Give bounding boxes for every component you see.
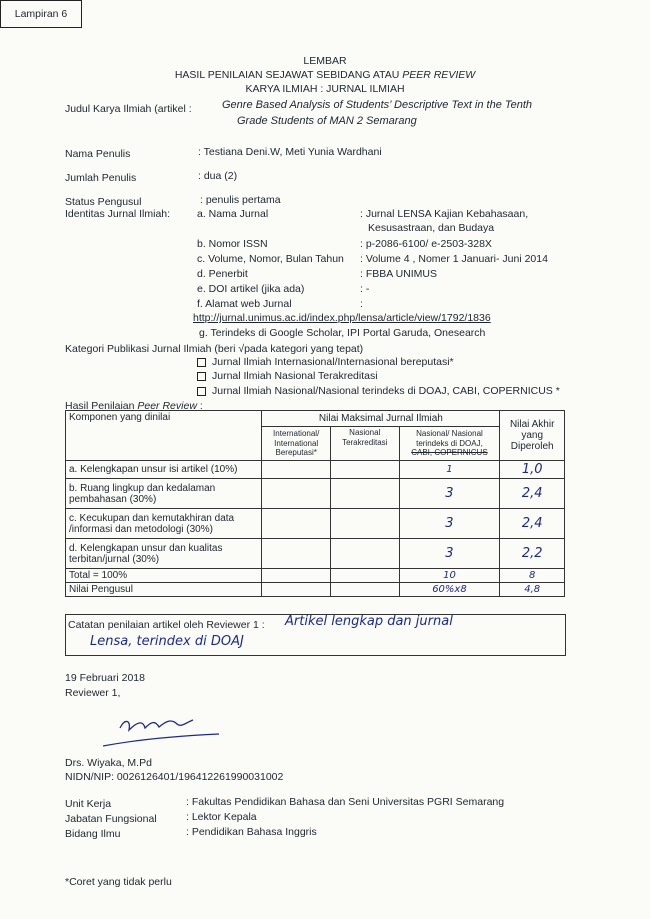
- identitas-c-value: : Volume 4 , Nomer 1 Januari- Juni 2014: [360, 253, 548, 265]
- hasil-label: Hasil Penilaian Peer Review :: [65, 400, 203, 412]
- bidang-ilmu-label: Bidang Ilmu: [65, 828, 121, 840]
- kategori-option-3[interactable]: Jurnal Ilmiah Nasional/Nasional terindeks di DOAJ, CABI, COPERNICUS *: [197, 385, 560, 397]
- status-label: Status Pengusul: [65, 196, 142, 208]
- identitas-b-key: b. Nomor ISSN: [197, 238, 268, 250]
- reviewer-name: Drs. Wiyaka, M.Pd: [65, 757, 152, 769]
- row-c-akhir: 2,4: [500, 509, 565, 539]
- jumlah-penulis-value: : dua (2): [198, 170, 238, 182]
- nama-penulis-label: Nama Penulis: [65, 148, 131, 160]
- kategori-label: Kategori Publikasi Jurnal Ilmiah (beri √pada kategori yang tepat): [65, 343, 364, 355]
- row-a-akhir: 1,0: [500, 461, 565, 479]
- row-d-akhir: 2,2: [500, 539, 565, 569]
- checkbox-icon: [197, 372, 206, 381]
- jumlah-penulis-label: Jumlah Penulis: [65, 172, 137, 184]
- col-komponen: Komponen yang dinilai: [66, 411, 262, 461]
- identitas-f-key: f. Alamat web Jurnal: [197, 298, 292, 310]
- catatan-handwriting-2: Lensa, terindex di DOAJ: [90, 634, 244, 649]
- sub-nasional: Nasional Terakreditasi: [330, 427, 399, 461]
- lampiran-label: Lampiran 6: [14, 8, 68, 20]
- total-max: 10: [399, 569, 500, 583]
- reviewer-nidn: NIDN/NIP: 0026126401/196412261990031002: [65, 771, 284, 783]
- sub-terindeks: Nasional/ Nasional terindeks di DOAJ, CABI, COPERNICUS: [399, 427, 500, 461]
- reviewer-title: Reviewer 1,: [65, 687, 121, 699]
- row-a-max: 1: [399, 461, 500, 479]
- row-d-max: 3: [399, 539, 500, 569]
- jabatan-value: : Lektor Kepala: [186, 811, 257, 823]
- table-row: [66, 509, 565, 539]
- header-line3: KARYA ILMIAH : JURNAL ILMIAH: [245, 83, 405, 95]
- judul-label: Judul Karya Ilmiah (artikel :: [65, 103, 192, 115]
- header-line1: LEMBAR: [303, 55, 347, 67]
- pengusul-label: Nilai Pengusul: [66, 583, 262, 597]
- identitas-g-terindeks: g. Terindeks di Google Scholar, IPI Portal Garuda, Onesearch: [199, 327, 486, 339]
- status-value: : penulis pertama: [200, 194, 281, 206]
- footnote: *Coret yang tidak perlu: [65, 876, 172, 888]
- table-row: [66, 461, 565, 479]
- header-line2: HASIL PENILAIAN SEJAWAT SEBIDANG ATAU PEER REVIEW: [174, 69, 476, 81]
- row-b-akhir: 2,4: [500, 479, 565, 509]
- review-date: 19 Februari 2018: [65, 672, 145, 684]
- judul-line2: Grade Students of MAN 2 Semarang: [237, 115, 417, 127]
- table-row: [66, 539, 565, 569]
- identitas-d-key: d. Penerbit: [197, 268, 248, 280]
- lampiran-box: [0, 0, 82, 28]
- kategori-option-2[interactable]: Jurnal Ilmiah Nasional Terakreditasi: [197, 370, 378, 382]
- total-akhir: 8: [500, 569, 565, 583]
- table-row-pengusul: [66, 583, 565, 597]
- identitas-a-value2: Kesusastraan, dan Budaya: [368, 222, 495, 234]
- pengusul-max: 60%x8: [399, 583, 500, 597]
- table-row-total: [66, 569, 565, 583]
- pengusul-akhir: 4,8: [500, 583, 565, 597]
- row-b-max: 3: [399, 479, 500, 509]
- judul-line1: Genre Based Analysis of Students’ Descriptive Text in the Tenth: [222, 99, 533, 111]
- identitas-e-key: e. DOI artikel (jika ada): [197, 283, 305, 295]
- unit-kerja-label: Unit Kerja: [65, 798, 112, 810]
- identitas-a-key: a. Nama Jurnal: [197, 208, 269, 220]
- identitas-label: Identitas Jurnal Ilmiah:: [65, 208, 171, 220]
- kategori-option-1[interactable]: Jurnal Ilmiah Internasional/Internasional bereputasi*: [197, 356, 454, 368]
- identitas-c-key: c. Volume, Nomor, Bulan Tahun: [197, 253, 344, 265]
- row-d-label: d. Kelengkapan unsur dan kualitas terbitan/jurnal (30%): [66, 539, 262, 569]
- identitas-a-value: : Jurnal LENSA Kajian Kebahasaan,: [360, 208, 529, 220]
- penilaian-table: [65, 410, 565, 597]
- jurnal-url-link[interactable]: http://jurnal.unimus.ac.id/index.php/lensa/article/view/1792/1836: [193, 312, 491, 324]
- identitas-d-value: : FBBA UNIMUS: [360, 268, 438, 280]
- identitas-e-value: : -: [360, 283, 370, 295]
- checkbox-icon: [197, 387, 206, 396]
- jabatan-label: Jabatan Fungsional: [65, 813, 157, 825]
- row-b-label: b. Ruang lingkup dan kedalaman pembahasan (30%): [66, 479, 262, 509]
- bidang-ilmu-value: : Pendidikan Bahasa Inggris: [186, 826, 317, 838]
- total-label: Total = 100%: [66, 569, 262, 583]
- catatan-handwriting-1: Artikel lengkap dan jurnal: [285, 614, 453, 629]
- nama-penulis-value: : Testiana Deni.W, Meti Yunia Wardhani: [198, 146, 382, 158]
- signature-image: [95, 700, 225, 750]
- identitas-f-value: :: [360, 298, 363, 310]
- col-nilai-maksimal: Nilai Maksimal Jurnal Ilmiah: [262, 411, 500, 427]
- unit-kerja-value: : Fakultas Pendidikan Bahasa dan Seni Universitas PGRI Semarang: [186, 796, 505, 808]
- sub-international: International/ International Bereputasi*: [262, 427, 331, 461]
- identitas-b-value: : p-2086-6100/ e-2503-328X: [360, 238, 492, 250]
- table-row: [66, 479, 565, 509]
- checkbox-icon: [197, 358, 206, 367]
- row-c-max: 3: [399, 509, 500, 539]
- catatan-label: Catatan penilaian artikel oleh Reviewer 1 :: [68, 619, 265, 631]
- col-nilai-akhir: Nilai Akhir yang Diperoleh: [500, 411, 565, 461]
- row-c-label: c. Kecukupan dan kemutakhiran data /informasi dan metodologi (30%): [66, 509, 262, 539]
- row-a-label: a. Kelengkapan unsur isi artikel (10%): [66, 461, 262, 479]
